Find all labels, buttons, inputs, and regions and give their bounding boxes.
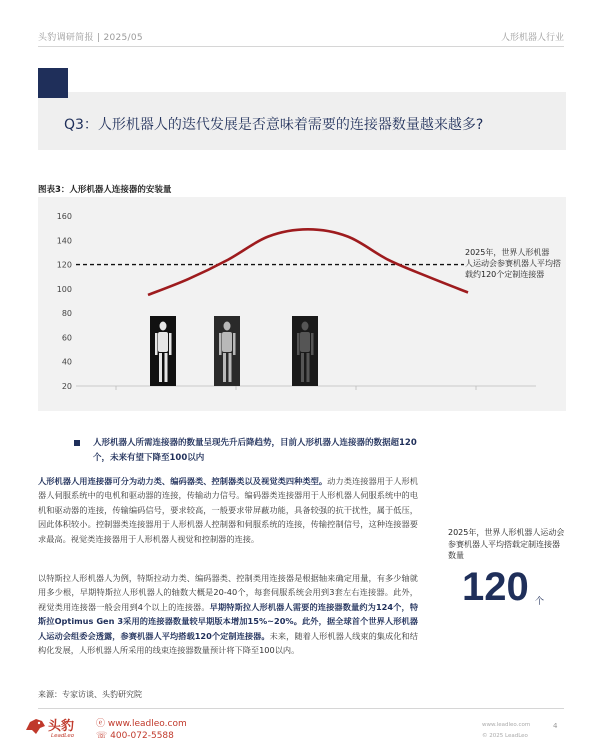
header-industry: 人形机器人行业 [500, 33, 564, 43]
y-tick-label: 160 [56, 212, 72, 221]
source-note: 来源：专家访谈、头豹研究院 [38, 690, 142, 699]
question-title: Q3：人形机器人的迭代发展是否意味着需要的连接器数量越来越多? [64, 117, 484, 133]
web-icon: ⓔ [96, 719, 108, 729]
y-tick-label: 120 [56, 260, 72, 270]
chart-annotation: 2025年，世界人形机器人运动会参赛机器人平均搭载约120个定制连接器 [465, 248, 561, 279]
footer-url-small: www.leadleo.com [482, 722, 531, 728]
header-report-title: 头豹调研简报 | 2025/05 [38, 33, 143, 43]
figure-title: 图表3：人形机器人连接器的安装量 [38, 185, 172, 195]
paragraph-connector-types [38, 474, 418, 546]
y-tick-label: 40 [61, 357, 72, 367]
side-callout-text: 2025年，世界人形机器人运动会参赛机器人平均搭载定制连接器数量 [448, 528, 565, 560]
leopard-logo-icon [24, 716, 46, 736]
logo-text-en: LeadLeo [51, 733, 75, 739]
footer-website[interactable] [96, 716, 187, 729]
footer-copyright: © 2025 LeadLeo [482, 733, 528, 739]
side-callout-unit: 个 [535, 597, 545, 607]
bullet-marker [74, 440, 80, 446]
series-line [148, 229, 468, 295]
website-text[interactable]: www.leadleo.com [107, 719, 187, 729]
y-tick-label: 80 [61, 309, 72, 319]
footer-divider [38, 708, 564, 709]
page-number: 4 [553, 722, 558, 730]
y-tick-label: 100 [56, 284, 72, 294]
connector-chart [38, 197, 566, 411]
header-divider [38, 46, 564, 47]
paragraph-lead-bold: 人形机器人用连接器可分为动力类、编码器类、控制器类以及视觉类四种类型。 [38, 476, 328, 486]
paragraph-body: 动力类连接器用于人形机器人伺服系统中的电机和驱动器的连接，传输动力信号。编码器类连接器用于人形机器人伺服系统中的电机和驱动器的连接，传输编码信号，要求较高，一般要求带屏蔽功能，具备较强的抗干扰性，属于低压，因此体积较小。控制器类连接器用于人形机器人控制器和伺服系统的连接，传输控制信号，这种连接器要求最高。视觉类连接器用于人形机器人视觉和控制器的连接。 [38, 476, 418, 544]
paragraph-body: 以特斯拉人形机器人为例，特斯拉动力类、编码器类、控制类用连接器是根据轴来确定用量，有多少轴就用多少根，早期特斯拉人形机器人的轴数大概是20-40个，每套伺服系统会用到3套左右连接器。此外，视觉类用连接器一般会用到4个以上的连接器。 [38, 573, 418, 612]
y-tick-label: 140 [56, 236, 72, 246]
paragraph-body: 未来，随着人形机器人线束的集成化和结构化发展，人形机器人所采用的线束连接器数量预计将下降至100以内。 [38, 630, 418, 656]
y-tick-label: 60 [61, 333, 72, 343]
robot-image-icon [150, 316, 176, 386]
paragraph-tesla-example [38, 571, 418, 657]
y-tick-label: 20 [61, 382, 72, 391]
question-accent-square [38, 68, 68, 98]
chart-panel [38, 197, 566, 411]
logo-text-zh: 头豹 [48, 719, 75, 734]
footer-phone [96, 731, 174, 741]
robot-image-icon [292, 316, 318, 386]
paragraph-highlight-bold: 早期特斯拉人形机器人需要的连接器数量约为124个，特斯拉Optimus Gen 3采用的连接器数量较早期版本增加15%~20%。此外，据全球首个世界人形机器人运动会组委会透露，参赛机器人平均搭载120个定制连接器。 [38, 601, 419, 641]
key-finding-bullet: 人形机器人所需连接器的数量呈现先升后降趋势，目前人形机器人连接器的数据超120个，未来有望下降至100以内 [93, 438, 417, 463]
side-callout-number: 120 [462, 565, 529, 609]
phone-icon: ☏ [96, 731, 111, 741]
robot-image-icon [214, 316, 240, 386]
phone-text: 400-072-5588 [110, 731, 174, 741]
